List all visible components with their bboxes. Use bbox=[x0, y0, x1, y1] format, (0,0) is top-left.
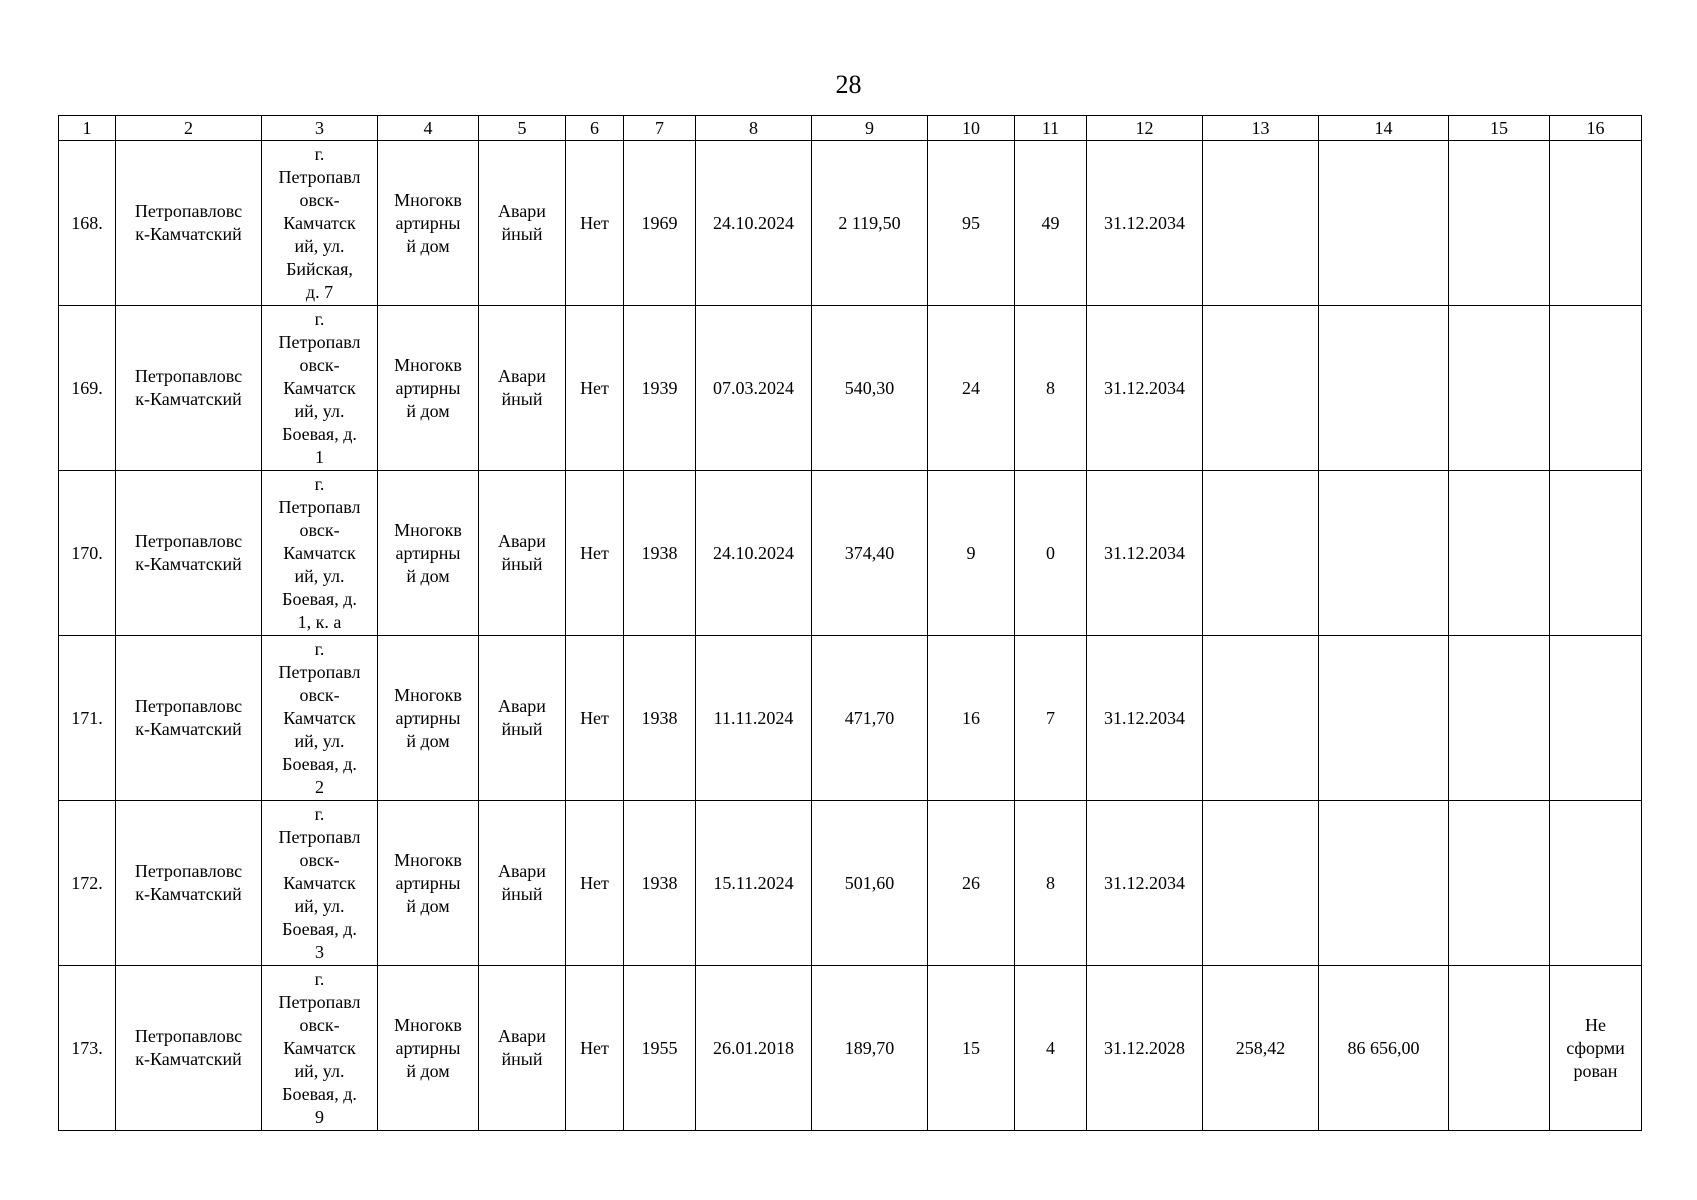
cell-line: овск- bbox=[299, 1014, 340, 1035]
rooms-cell: 8 bbox=[1015, 306, 1087, 471]
resettlement-deadline-cell: 31.12.2028 bbox=[1087, 966, 1203, 1131]
residents-cell: 15 bbox=[928, 966, 1015, 1131]
area-cell: 189,70 bbox=[812, 966, 928, 1131]
cell-line: г. bbox=[314, 308, 325, 329]
cell-line: Петропавл bbox=[278, 331, 361, 352]
row-number-cell: 170. bbox=[59, 471, 116, 636]
resettlement-deadline-cell: 31.12.2034 bbox=[1087, 801, 1203, 966]
cell-line: г. bbox=[314, 803, 325, 824]
column-header: 7 bbox=[624, 116, 696, 141]
rooms-cell: 4 bbox=[1015, 966, 1087, 1131]
cell-line: й дом bbox=[406, 400, 450, 421]
condition-status-cell bbox=[479, 801, 566, 966]
table-body bbox=[59, 116, 1642, 1131]
table-row bbox=[59, 141, 1642, 306]
cell-line: Камчатск bbox=[283, 542, 356, 563]
area-cell: 540,30 bbox=[812, 306, 928, 471]
cell-line: Камчатск bbox=[283, 872, 356, 893]
cell-line: Боевая, д. bbox=[282, 753, 357, 774]
cell-line: овск- bbox=[299, 849, 340, 870]
table-row bbox=[59, 966, 1642, 1131]
cell-line: Боевая, д. bbox=[282, 1083, 357, 1104]
column-13-cell bbox=[1203, 141, 1319, 306]
residents-cell: 26 bbox=[928, 801, 1015, 966]
column-16-cell bbox=[1550, 801, 1642, 966]
column-16-cell bbox=[1550, 636, 1642, 801]
cell-line: Камчатск bbox=[283, 212, 356, 233]
cell-line: й дом bbox=[406, 730, 450, 751]
area-cell: 374,40 bbox=[812, 471, 928, 636]
column-14-cell bbox=[1319, 306, 1449, 471]
recognition-date-cell: 24.10.2024 bbox=[696, 141, 812, 306]
year-built-cell: 1938 bbox=[624, 801, 696, 966]
area-cell: 501,60 bbox=[812, 801, 928, 966]
column-14-cell: 86 656,00 bbox=[1319, 966, 1449, 1131]
condition-status-cell bbox=[479, 471, 566, 636]
cell-line: сформи bbox=[1566, 1037, 1625, 1058]
cell-line: к-Камчатский bbox=[135, 389, 242, 409]
cell-line: Авари bbox=[498, 531, 546, 551]
table-row bbox=[59, 636, 1642, 801]
condition-status-cell bbox=[479, 966, 566, 1131]
residents-cell: 24 bbox=[928, 306, 1015, 471]
flag-cell: Нет bbox=[566, 966, 624, 1131]
area-cell: 471,70 bbox=[812, 636, 928, 801]
year-built-cell: 1938 bbox=[624, 471, 696, 636]
cell-line: Боевая, д. bbox=[282, 588, 357, 609]
residents-cell: 95 bbox=[928, 141, 1015, 306]
municipality-cell bbox=[116, 966, 262, 1131]
cell-line: й дом bbox=[406, 235, 450, 256]
column-header: 4 bbox=[378, 116, 479, 141]
recognition-date-cell: 24.10.2024 bbox=[696, 471, 812, 636]
row-number-cell: 172. bbox=[59, 801, 116, 966]
building-type-cell bbox=[378, 801, 479, 966]
column-15-cell bbox=[1449, 306, 1550, 471]
cell-line: г. bbox=[314, 473, 325, 494]
cell-line: Камчатск bbox=[283, 1037, 356, 1058]
resettlement-deadline-cell: 31.12.2034 bbox=[1087, 471, 1203, 636]
address-cell bbox=[262, 471, 378, 636]
building-type-cell bbox=[378, 141, 479, 306]
cell-line: Многокв bbox=[394, 1014, 462, 1035]
column-header: 16 bbox=[1550, 116, 1642, 141]
cell-line: Бийская, bbox=[286, 258, 353, 279]
cell-line: й дом bbox=[406, 1060, 450, 1081]
cell-line: артирны bbox=[395, 707, 461, 728]
column-13-cell bbox=[1203, 801, 1319, 966]
row-number-cell: 171. bbox=[59, 636, 116, 801]
condition-status-cell bbox=[479, 306, 566, 471]
cell-line: Петропавловс bbox=[134, 531, 243, 551]
column-14-cell bbox=[1319, 636, 1449, 801]
column-16-cell bbox=[1550, 141, 1642, 306]
cell-line: Петропавловс bbox=[134, 201, 243, 221]
column-header: 1 bbox=[59, 116, 116, 141]
column-15-cell bbox=[1449, 966, 1550, 1131]
column-header: 12 bbox=[1087, 116, 1203, 141]
column-header: 11 bbox=[1015, 116, 1087, 141]
cell-line: йный bbox=[501, 554, 543, 574]
cell-line: к-Камчатский bbox=[135, 1049, 242, 1069]
cell-line: йный bbox=[501, 719, 543, 739]
resettlement-deadline-cell: 31.12.2034 bbox=[1087, 636, 1203, 801]
residents-cell: 16 bbox=[928, 636, 1015, 801]
condition-status-cell bbox=[479, 636, 566, 801]
table-row bbox=[59, 306, 1642, 471]
row-number-cell: 169. bbox=[59, 306, 116, 471]
cell-line: ий, ул. bbox=[294, 730, 345, 751]
year-built-cell: 1955 bbox=[624, 966, 696, 1131]
recognition-date-cell: 07.03.2024 bbox=[696, 306, 812, 471]
residents-cell: 9 bbox=[928, 471, 1015, 636]
cell-line: артирны bbox=[395, 542, 461, 563]
column-13-cell bbox=[1203, 636, 1319, 801]
table-row bbox=[59, 471, 1642, 636]
column-16-cell bbox=[1550, 966, 1642, 1131]
cell-line: йный bbox=[501, 1049, 543, 1069]
area-cell: 2 119,50 bbox=[812, 141, 928, 306]
cell-line: Петропавл bbox=[278, 991, 361, 1012]
resettlement-deadline-cell: 31.12.2034 bbox=[1087, 306, 1203, 471]
condition-status-cell bbox=[479, 141, 566, 306]
cell-line: к-Камчатский bbox=[135, 224, 242, 244]
building-type-cell bbox=[378, 306, 479, 471]
column-13-cell bbox=[1203, 306, 1319, 471]
rooms-cell: 8 bbox=[1015, 801, 1087, 966]
cell-line: к-Камчатский bbox=[135, 719, 242, 739]
cell-line: 1 bbox=[315, 446, 324, 467]
cell-line: артирны bbox=[395, 212, 461, 233]
cell-line: Петропавловс bbox=[134, 861, 243, 881]
building-type-cell bbox=[378, 966, 479, 1131]
building-type-cell bbox=[378, 636, 479, 801]
cell-line: ий, ул. bbox=[294, 565, 345, 586]
column-15-cell bbox=[1449, 141, 1550, 306]
cell-line: овск- bbox=[299, 684, 340, 705]
column-header: 10 bbox=[928, 116, 1015, 141]
row-number-cell: 173. bbox=[59, 966, 116, 1131]
cell-line: овск- bbox=[299, 354, 340, 375]
cell-line: Камчатск bbox=[283, 707, 356, 728]
cell-line: рован bbox=[1573, 1060, 1618, 1081]
cell-line: артирны bbox=[395, 377, 461, 398]
rooms-cell: 7 bbox=[1015, 636, 1087, 801]
cell-line: ий, ул. bbox=[294, 235, 345, 256]
building-type-cell bbox=[378, 471, 479, 636]
cell-line: артирны bbox=[395, 1037, 461, 1058]
address-cell bbox=[262, 636, 378, 801]
cell-line: Многокв bbox=[394, 684, 462, 705]
cell-line: 1, к. а bbox=[297, 611, 342, 632]
cell-line: Петропавловс bbox=[134, 1026, 243, 1046]
column-number-row bbox=[59, 116, 1642, 141]
cell-line: йный bbox=[501, 389, 543, 409]
municipality-cell bbox=[116, 471, 262, 636]
cell-line: овск- bbox=[299, 189, 340, 210]
cell-line: йный bbox=[501, 884, 543, 904]
cell-line: Петропавл bbox=[278, 661, 361, 682]
cell-line: й дом bbox=[406, 565, 450, 586]
flag-cell: Нет bbox=[566, 801, 624, 966]
column-header: 2 bbox=[116, 116, 262, 141]
recognition-date-cell: 26.01.2018 bbox=[696, 966, 812, 1131]
cell-line: ий, ул. bbox=[294, 400, 345, 421]
cell-line: г. bbox=[314, 143, 325, 164]
column-15-cell bbox=[1449, 636, 1550, 801]
cell-line: д. 7 bbox=[305, 281, 334, 302]
cell-line: ий, ул. bbox=[294, 1060, 345, 1081]
cell-line: йный bbox=[501, 224, 543, 244]
address-cell bbox=[262, 141, 378, 306]
cell-line: Петропавловс bbox=[134, 696, 243, 716]
registry-table bbox=[58, 115, 1642, 1131]
cell-line: Петропавловс bbox=[134, 366, 243, 386]
cell-line: артирны bbox=[395, 872, 461, 893]
cell-line: к-Камчатский bbox=[135, 884, 242, 904]
cell-line: Авари bbox=[498, 201, 546, 221]
cell-line: г. bbox=[314, 638, 325, 659]
municipality-cell bbox=[116, 141, 262, 306]
column-header: 8 bbox=[696, 116, 812, 141]
cell-line: Многокв bbox=[394, 519, 462, 540]
rooms-cell: 0 bbox=[1015, 471, 1087, 636]
column-header: 6 bbox=[566, 116, 624, 141]
cell-line: Авари bbox=[498, 696, 546, 716]
cell-line: ий, ул. bbox=[294, 895, 345, 916]
cell-line: Многокв bbox=[394, 189, 462, 210]
cell-line: Боевая, д. bbox=[282, 918, 357, 939]
cell-line: 3 bbox=[315, 941, 324, 962]
rooms-cell: 49 bbox=[1015, 141, 1087, 306]
flag-cell: Нет bbox=[566, 636, 624, 801]
cell-line: Камчатск bbox=[283, 377, 356, 398]
column-14-cell bbox=[1319, 141, 1449, 306]
cell-line: к-Камчатский bbox=[135, 554, 242, 574]
cell-line: г. bbox=[314, 968, 325, 989]
cell-line: 2 bbox=[315, 776, 324, 797]
column-13-cell bbox=[1203, 471, 1319, 636]
cell-line: Авари bbox=[498, 1026, 546, 1046]
municipality-cell bbox=[116, 636, 262, 801]
column-14-cell bbox=[1319, 471, 1449, 636]
recognition-date-cell: 11.11.2024 bbox=[696, 636, 812, 801]
column-16-cell bbox=[1550, 471, 1642, 636]
cell-line: Многокв bbox=[394, 354, 462, 375]
flag-cell: Нет bbox=[566, 141, 624, 306]
table-row bbox=[59, 801, 1642, 966]
column-14-cell bbox=[1319, 801, 1449, 966]
municipality-cell bbox=[116, 306, 262, 471]
column-16-cell bbox=[1550, 306, 1642, 471]
flag-cell: Нет bbox=[566, 471, 624, 636]
column-15-cell bbox=[1449, 801, 1550, 966]
address-cell bbox=[262, 306, 378, 471]
year-built-cell: 1939 bbox=[624, 306, 696, 471]
cell-line: Петропавл bbox=[278, 826, 361, 847]
cell-line: й дом bbox=[406, 895, 450, 916]
column-header: 15 bbox=[1449, 116, 1550, 141]
resettlement-deadline-cell: 31.12.2034 bbox=[1087, 141, 1203, 306]
column-13-cell: 258,42 bbox=[1203, 966, 1319, 1131]
cell-line: Не bbox=[1585, 1014, 1606, 1035]
year-built-cell: 1938 bbox=[624, 636, 696, 801]
column-header: 14 bbox=[1319, 116, 1449, 141]
municipality-cell bbox=[116, 801, 262, 966]
column-header: 5 bbox=[479, 116, 566, 141]
cell-line: овск- bbox=[299, 519, 340, 540]
cell-line: Многокв bbox=[394, 849, 462, 870]
cell-line: Боевая, д. bbox=[282, 423, 357, 444]
flag-cell: Нет bbox=[566, 306, 624, 471]
column-header: 3 bbox=[262, 116, 378, 141]
column-15-cell bbox=[1449, 471, 1550, 636]
row-number-cell: 168. bbox=[59, 141, 116, 306]
cell-line: 9 bbox=[315, 1106, 324, 1127]
cell-line: Петропавл bbox=[278, 496, 361, 517]
address-cell bbox=[262, 966, 378, 1131]
page-number: 28 bbox=[835, 70, 862, 99]
cell-line: Петропавл bbox=[278, 166, 361, 187]
cell-line: Авари bbox=[498, 861, 546, 881]
column-header: 9 bbox=[812, 116, 928, 141]
column-header: 13 bbox=[1203, 116, 1319, 141]
address-cell bbox=[262, 801, 378, 966]
recognition-date-cell: 15.11.2024 bbox=[696, 801, 812, 966]
year-built-cell: 1969 bbox=[624, 141, 696, 306]
cell-line: Авари bbox=[498, 366, 546, 386]
